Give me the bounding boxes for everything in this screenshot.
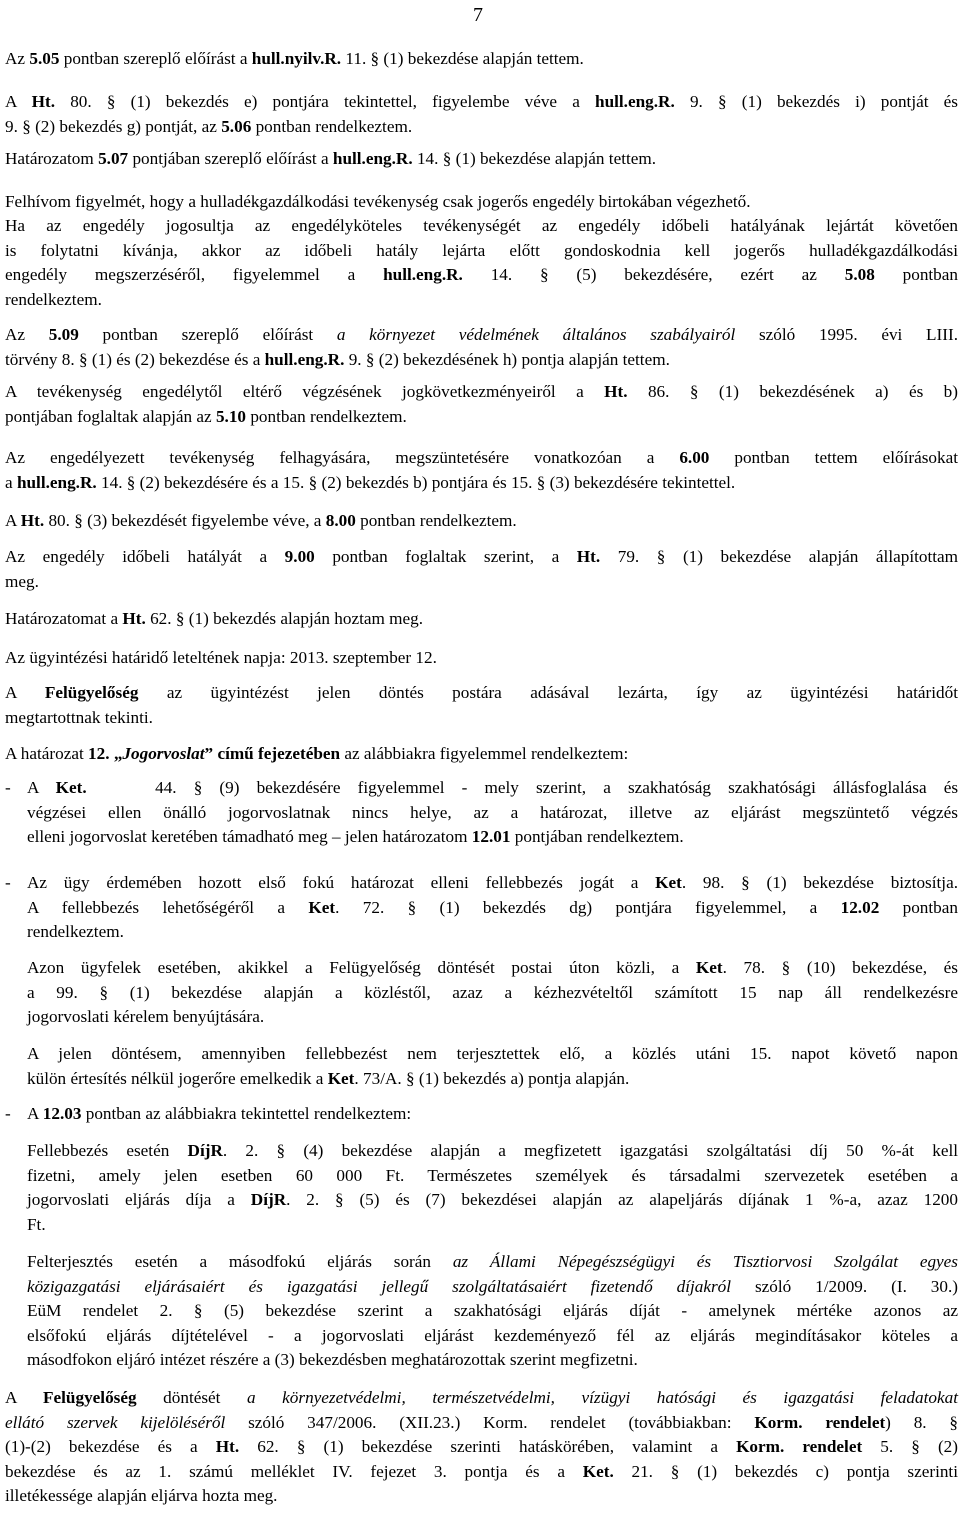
paragraph-line: bekezdése és az 1. számú melléklet IV. fejezet 3. pontja és a Ket. 21. § (1) bekezdés c) pontja szerinti — [5, 1461, 958, 1481]
paragraph — [27, 871, 958, 945]
paragraph — [27, 776, 958, 850]
paragraph-line: másodfokon eljáró intézet részére a (3) bekezdésben meghatározottak szerint megfizetni. — [27, 1350, 638, 1370]
paragraph — [5, 446, 958, 495]
paragraph — [5, 190, 958, 215]
paragraph-line: Az ügyintézési határidő leteltének napja: 2013. szeptember 12. — [5, 648, 437, 667]
page-number: 7 — [473, 4, 483, 26]
paragraph-line: Az engedély időbeli hatályát a 9.00 pontban foglaltak szerint, a Ht. 79. § (1) bekezdése alapján állapítottam — [5, 547, 959, 566]
paragraph-line: Határozatom 5.07 pontjában szereplő előírást a hull.eng.R. 14. § (1) bekezdése alapján tettem. — [5, 149, 657, 168]
paragraph-line: Ha az engedély jogosultja az engedélyköteles tevékenységét az engedély időbeli hatályának lejártát követően — [5, 216, 958, 235]
paragraph — [27, 1102, 958, 1127]
paragraph-line: meg. — [5, 571, 39, 591]
paragraph — [27, 1139, 958, 1237]
paragraph-line: Ft. — [27, 1214, 46, 1234]
paragraph — [27, 1250, 958, 1373]
paragraph-line: A határozat 12. „Jogorvoslat” című fejezetében az alábbiakra figyelemmel rendelkeztem: — [5, 744, 629, 763]
paragraph — [5, 380, 958, 429]
paragraph — [5, 545, 958, 594]
paragraph-line: Az engedélyezett tevékenység felhagyására, megszüntetésére vonatkozóan a 6.00 pontban tettem előírásokat — [5, 448, 958, 467]
paragraph — [5, 681, 958, 730]
paragraph-line: a hull.eng.R. 14. § (2) bekezdésére és a 15. § (2) bekezdés b) pontjára és 15. § (3) bekezdésére tekintettel. — [5, 472, 736, 492]
paragraph-line: A tevékenység engedélytől eltérő végzésének jogkövetkezményeiről a Ht. 86. § (1) bekezdésének a) és b) — [5, 382, 958, 401]
paragraph-line: fizetni, amely jelen esetben 60 000 Ft. Természetes személyek és társadalmi szervezetek esetében a — [27, 1165, 958, 1185]
paragraph-line: ellátó szervek kijelöléséről szóló 347/2006. (XII.23.) Korm. rendelet (továbbiakban: Korm. rendelet) 8. § — [5, 1412, 958, 1432]
paragraph-line: közigazgatási eljárásaiért és igazgatási jellegű szolgáltatásaiért fizetendő díjakról szóló 1/2009. (I. 30.) — [27, 1276, 958, 1296]
paragraph-line: külön értesítés nélkül jogerőre emelkedik a Ket. 73/A. § (1) bekezdés a) pontja alapján. — [27, 1068, 630, 1088]
paragraph-line: a 99. § (1) bekezdése alapján a közléstől, azaz a kézhezvételtől számított 15 nap áll rendelkezésre — [27, 982, 958, 1002]
paragraph-line: Határozatomat a Ht. 62. § (1) bekezdés alapján hoztam meg. — [5, 609, 424, 628]
list-bullet: - — [5, 778, 11, 797]
paragraph-line: végzései ellen önálló jogorvoslatnak nincs helye, az a határozat, illetve az eljárást megszüntető végzés — [27, 802, 958, 822]
list-bullet: - — [5, 873, 11, 892]
paragraph — [5, 1386, 958, 1509]
paragraph-line: A Ht. 80. § (3) bekezdését figyelembe véve, a 8.00 pontban rendelkeztem. — [5, 511, 517, 530]
paragraph-line: Az ügy érdemében hozott első fokú határozat elleni fellebbezés jogát a Ket. 98. § (1) bekezdése biztosítja. — [27, 873, 958, 892]
paragraph — [27, 1042, 958, 1091]
paragraph-line: A Ht. 80. § (1) bekezdés e) pontjára tekintettel, figyelembe véve a hull.eng.R. 9. § (1) bekezdés i) pontját és — [5, 92, 958, 111]
paragraph-line: elleni jogorvoslat keretében támadható meg – jelen határozatom 12.01 pontjában rendelkeztem. — [27, 827, 684, 847]
paragraph — [5, 214, 958, 312]
paragraph-line: Fellebbezés esetén DíjR. 2. § (4) bekezdése alapján a megfizetett igazgatási szolgáltatási díj 50 %-át kell — [27, 1141, 958, 1160]
paragraph-line: elsőfokú eljárás díjtételével - a jogorvoslati eljárást kezdeményező fél az eljárás megindításakor köteles a — [27, 1325, 958, 1345]
paragraph-line: rendelkeztem. — [5, 289, 102, 309]
paragraph — [27, 956, 958, 1030]
paragraph — [5, 147, 958, 172]
paragraph — [5, 323, 958, 372]
paragraph — [5, 509, 958, 534]
paragraph-line: Az 5.09 pontban szereplő előírást a környezet védelmének általános szabályairól szóló 1995. évi LIII. — [5, 325, 958, 344]
paragraph-line: is folytatni kívánja, akkor az időbeli hatály lejárta előtt gondoskodnia kell jogerős hulladékgazdálkodási — [5, 240, 958, 260]
paragraph — [5, 742, 958, 767]
paragraph-line: A fellebbezés lehetőségéről a Ket. 72. § (1) bekezdés dg) pontjára figyelemmel, a 12.02 pontban — [27, 897, 958, 917]
paragraph-line: pontjában foglaltak alapján az 5.10 pontban rendelkeztem. — [5, 406, 407, 426]
paragraph-line: EüM rendelet 2. § (5) bekezdése szerint a szakhatósági eljárás díját - amelynek mértéke azonos az — [27, 1301, 958, 1321]
paragraph-line: 9. § (2) bekezdés g) pontját, az 5.06 pontban rendelkeztem. — [5, 116, 413, 136]
paragraph-line: Az 5.05 pontban szereplő előírást a hull.nyilv.R. 11. § (1) bekezdése alapján tettem. — [5, 49, 584, 68]
paragraph-line: Azon ügyfelek esetében, akikkel a Felügyelőség döntését postai úton közli, a Ket. 78. § (10) bekezdése, és — [27, 958, 958, 977]
paragraph-line: Felterjesztés esetén a másodfokú eljárás során az Állami Népegészségügyi és Tisztiorvosi Szolgálat egyes — [27, 1252, 958, 1271]
paragraph — [5, 90, 958, 139]
paragraph-line: (1)-(2) bekezdése és a Ht. 62. § (1) bekezdése szerinti hatáskörében, valamint a Korm. rendelet 5. § (2) — [5, 1437, 958, 1457]
paragraph — [5, 47, 958, 72]
paragraph-line: Felhívom figyelmét, hogy a hulladékgazdálkodási tevékenység csak jogerős engedély birtokában végezhető. — [5, 192, 751, 211]
paragraph-line: A Felügyelőség döntését a környezetvédelmi, természetvédelmi, vízügyi hatósági és igazgatási feladatokat — [5, 1388, 958, 1407]
paragraph-line: jogorvoslati eljárás díja a DíjR. 2. § (5) és (7) bekezdései alapján az alapeljárás díjának 1 %-a, azaz 1200 — [27, 1190, 958, 1210]
paragraph-line: A Ket. 44. § (9) bekezdésére figyelemmel - mely szerint, a szakhatóság szakhatósági állásfoglalása és — [27, 778, 959, 797]
paragraph — [5, 646, 958, 671]
paragraph-line: jogorvoslati kérelem benyújtására. — [27, 1007, 265, 1027]
paragraph-line: A Felügyelőség az ügyintézést jelen döntés postára adásával lezárta, így az ügyintézési határidőt — [5, 683, 958, 702]
paragraph-line: rendelkeztem. — [27, 922, 124, 942]
paragraph-line: megtartottnak tekinti. — [5, 707, 153, 727]
paragraph-line: A jelen döntésem, amennyiben fellebbezést nem terjesztettek elő, a közlés utáni 15. napot követő napon — [27, 1044, 958, 1063]
paragraph-line: A 12.03 pontban az alábbiakra tekintettel rendelkeztem: — [27, 1104, 412, 1123]
paragraph — [5, 607, 958, 632]
paragraph-line: törvény 8. § (1) és (2) bekezdése és a hull.eng.R. 9. § (2) bekezdésének h) pontja alapján tettem. — [5, 349, 670, 369]
paragraph-line: engedély megszerzéséről, figyelemmel a hull.eng.R. 14. § (5) bekezdésére, ezért az 5.08 pontban — [5, 265, 959, 285]
list-bullet: - — [5, 1104, 11, 1123]
paragraph-line: illetékessége alapján eljárva hozta meg. — [5, 1486, 278, 1506]
